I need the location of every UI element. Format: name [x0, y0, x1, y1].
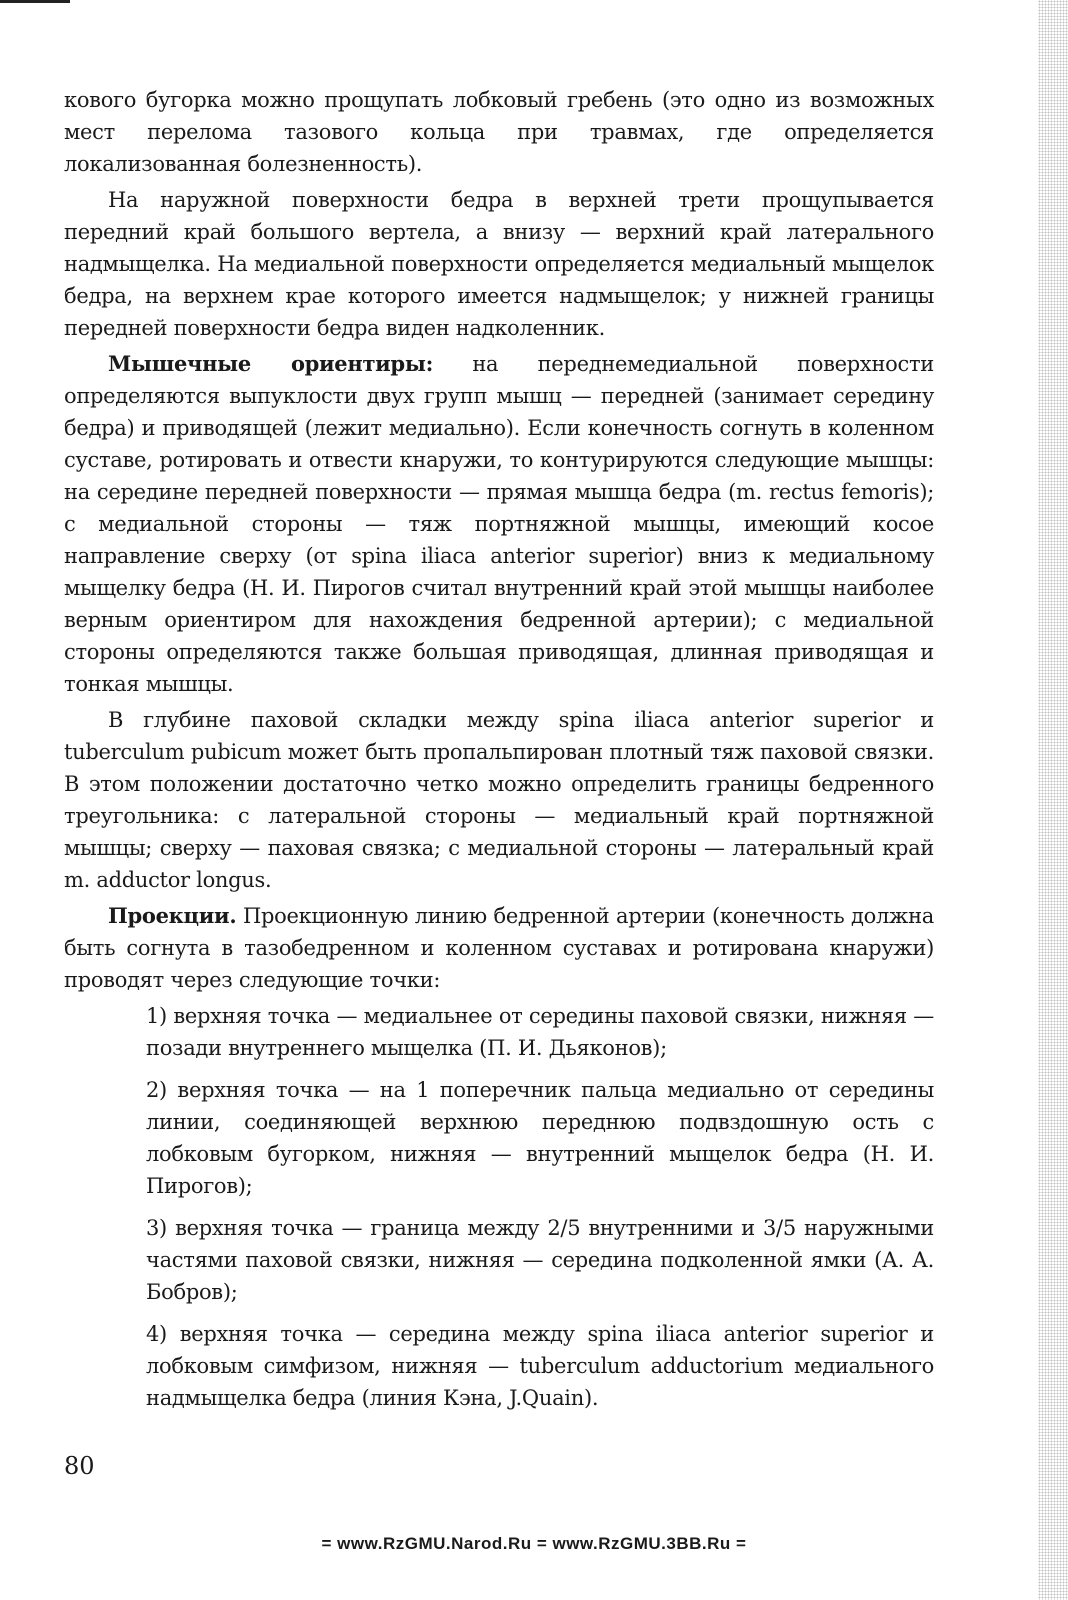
paragraph-4: В глубине паховой складки между spina iliaca anterior superior и tuberculum pubicum может быть пропальпирован плотный тяж паховой связки. В этом положении достаточно четко можно определить границы бедренного треугольника: с латеральной стороны — медиальный край портняжной мышцы; сверху — паховая связка; с медиальной стороны — латеральный край m. adductor longus.	[64, 708, 934, 892]
list-item: 1) верхняя точка — медиальнее от середины паховой связки, нижняя — позади внутреннего мыщелка (П. И. Дьяконов);	[146, 1004, 934, 1060]
list-item: 3) верхняя точка — граница между 2/5 внутренними и 3/5 наружными частями паховой связки, нижняя — середина подколенной ямки (А. А. Бобров);	[146, 1216, 934, 1304]
paragraph-3	[64, 348, 934, 700]
top-rule	[0, 0, 70, 3]
paragraph-5	[64, 900, 934, 996]
paragraph-2: На наружной поверхности бедра в верхней трети прощупывается передний край большого вертела, а внизу — верхний край латерального надмыщелка. На медиальной поверхности определяется медиальный мыщелок бедра, на верхнем крае которого имеется надмыщелок; у нижней границы передней поверхности бедра виден надколенник.	[64, 188, 934, 340]
page-number: 80	[64, 1452, 95, 1480]
list-item: 2) верхняя точка — на 1 поперечник пальца медиально от середины линии, соединяющей верхнюю переднюю подвздошную ость с лобковым бугорком, нижняя — внутренний мыщелок бедра (Н. И. Пирогов);	[146, 1078, 934, 1198]
text-body	[64, 84, 934, 1424]
paragraph-3-text: на переднемедиальной поверхности определяются выпуклости двух групп мышц — передней (занимает середину бедра) и приводящей (лежит медиально). Если конечность согнуть в коленном суставе, ротировать и отвести кнаружи, то контурируются следующие мышцы: на середине передней поверхности — прямая мышца бедра (m. rectus femoris); с медиальной стороны — тяж портняжной мышцы, имеющий косое направление сверху (от spina iliaca anterior superior) вниз к медиальному мыщелку бедра (Н. И. Пирогов считал внутренний край этой мышцы наиболее верным ориентиром для нахождения бедренной артерии); с медиальной стороны определяются также большая приводящая, длинная приводящая и тонкая мышцы.	[64, 352, 934, 696]
footer-watermark: = www.RzGMU.Narod.Ru = www.RzGMU.3BB.Ru =	[321, 1534, 747, 1553]
projection-points-list	[146, 1000, 934, 1414]
scan-edge-artifact	[1038, 0, 1068, 1600]
paragraph-1: кового бугорка можно прощупать лобковый гребень (это одно из возможных мест перелома тазового кольца при травмах, где определяется локализованная болезненность).	[64, 88, 934, 176]
muscle-landmarks-heading: Мышечные ориентиры:	[108, 351, 434, 376]
list-item: 4) верхняя точка — середина между spina iliaca anterior superior и лобковым симфизом, нижняя — tuberculum adductorium медиального надмыщелка бедра (линия Кэна, J.Quain).	[146, 1322, 934, 1410]
projections-heading: Проекции.	[108, 903, 237, 928]
paragraph-5-text: Проекционную линию бедренной артерии (конечность должна быть согнута в тазобедренном и коленном суставах и ротирована кнаружи) проводят через следующие точки:	[64, 904, 934, 992]
